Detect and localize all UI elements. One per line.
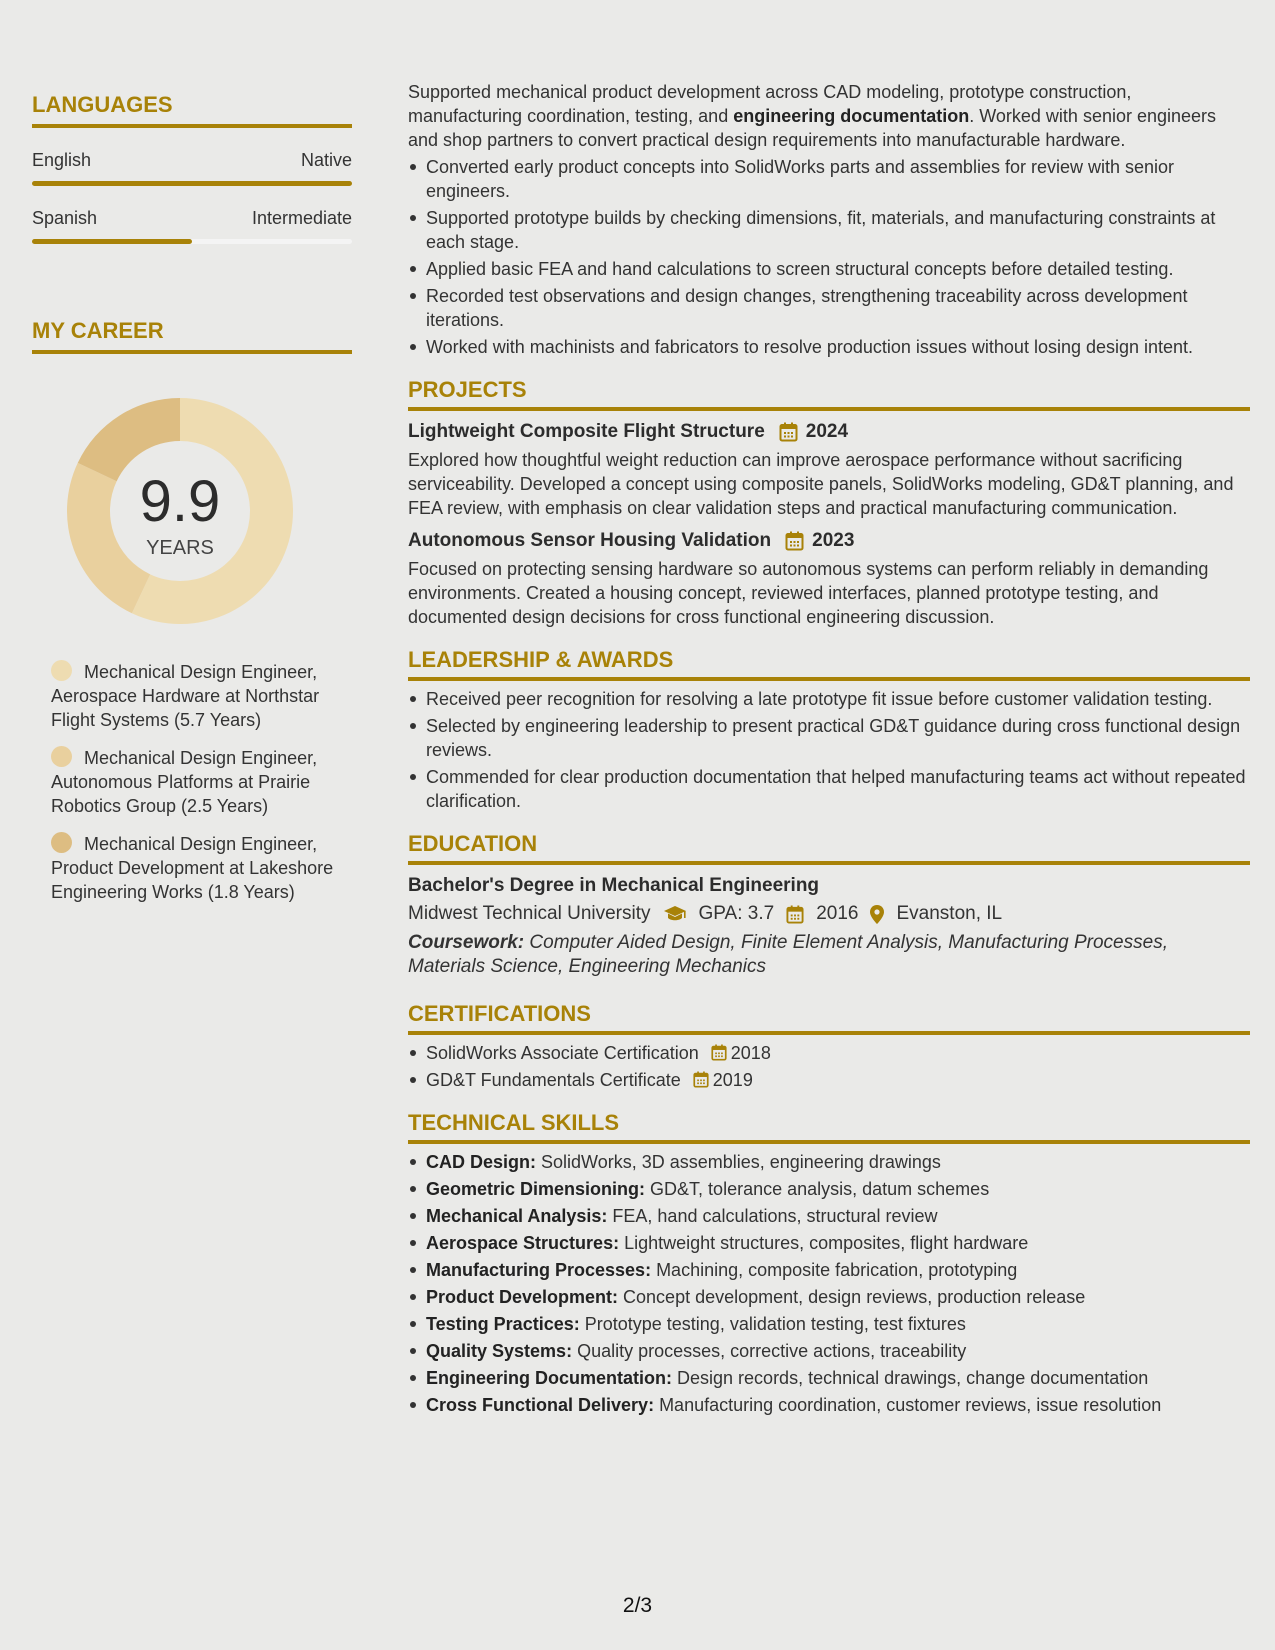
- career-legend-item: [51, 660, 342, 732]
- skill-value: Design records, technical drawings, change documentation: [672, 1368, 1149, 1388]
- skill-item: [408, 1150, 1250, 1174]
- coursework: [408, 931, 1250, 979]
- skill-item: [408, 1393, 1250, 1417]
- career-legend: [32, 660, 352, 904]
- skill-item: [408, 1231, 1250, 1255]
- legend-dot-icon: [51, 746, 72, 767]
- experience-bullets: [408, 155, 1250, 359]
- language-level: Intermediate: [251, 208, 352, 228]
- career-legend-item: [51, 832, 342, 904]
- skill-value: Prototype testing, validation testing, test fixtures: [579, 1314, 966, 1334]
- skill-value: SolidWorks, 3D assemblies, engineering drawings: [536, 1152, 941, 1172]
- graduation-year: 2016: [816, 903, 859, 924]
- project-year: 2023: [812, 530, 855, 551]
- leadership-bullet: Received peer recognition for resolving a late prototype fit issue before customer validation testing.: [408, 687, 1250, 711]
- intro-bold-text: engineering documentation: [733, 106, 970, 126]
- education-heading: EDUCATION: [408, 831, 1250, 865]
- skill-label: Mechanical Analysis:: [426, 1206, 608, 1226]
- coursework-list: Computer Aided Design, Finite Element Analysis, Manufacturing Processes, Materials Science, Engineering Mechanics: [408, 932, 1168, 977]
- calendar-icon: [785, 531, 804, 551]
- skill-label: CAD Design:: [426, 1152, 537, 1172]
- skill-label: Testing Practices:: [426, 1314, 580, 1334]
- career-role-label: Mechanical Design Engineer, Autonomous Platforms at Prairie Robotics Group (2.5 Years): [51, 748, 318, 816]
- skill-item: [408, 1258, 1250, 1282]
- certification-year: 2018: [730, 1043, 771, 1063]
- skill-label: Quality Systems:: [426, 1341, 573, 1361]
- language-proficiency-bar: [32, 181, 352, 186]
- leadership-bullets: [408, 687, 1250, 813]
- skill-label: Product Development:: [426, 1287, 619, 1307]
- sidebar: [32, 92, 352, 918]
- career-heading: MY CAREER: [32, 318, 352, 354]
- coursework-label: Coursework:: [408, 932, 525, 953]
- skill-item: [408, 1366, 1250, 1390]
- calendar-icon: [693, 1071, 709, 1088]
- project-item: [408, 421, 1250, 520]
- experience-intro: [408, 80, 1250, 152]
- language-name: English: [32, 150, 92, 170]
- skill-value: GD&T, tolerance analysis, datum schemes: [645, 1179, 990, 1199]
- legend-dot-icon: [51, 832, 72, 853]
- project-year: 2024: [805, 421, 849, 442]
- leadership-bullet: Selected by engineering leadership to present practical GD&T guidance during cross functional design reviews.: [408, 714, 1250, 762]
- language-proficiency-bar: [32, 239, 352, 244]
- certification-year: 2019: [712, 1070, 753, 1090]
- language-proficiency-fill: [32, 181, 352, 186]
- page-number: 2/3: [622, 1594, 653, 1617]
- intro-text: . Worked with senior engineers and shop partners to convert practical design requirements into manufacturable hardware.: [408, 106, 1217, 150]
- experience-bullet: Converted early product concepts into SolidWorks parts and assemblies for review with senior engineers.: [408, 155, 1250, 203]
- career-total-years: 9.9: [139, 468, 221, 534]
- experience-bullet: Worked with machinists and fabricators to resolve production issues without losing design intent.: [408, 335, 1250, 359]
- language-item: [32, 150, 352, 186]
- education-meta: [408, 903, 1250, 925]
- language-proficiency-fill: [32, 239, 192, 244]
- skills-list: [408, 1150, 1250, 1417]
- skill-label: Geometric Dimensioning:: [426, 1179, 646, 1199]
- skill-item: [408, 1312, 1250, 1336]
- skill-value: FEA, hand calculations, structural review: [607, 1206, 938, 1226]
- projects-heading: PROJECTS: [408, 377, 1250, 411]
- calendar-icon: [711, 1044, 727, 1061]
- project-description: Focused on protecting sensing hardware so autonomous systems can perform reliably in demanding environments. Created a housing concept, reviewed interfaces, planned prototype testing, and documented design decisions for cross functional engineering discussion.: [408, 559, 1209, 627]
- gpa: GPA: 3.7: [698, 903, 775, 924]
- skill-item: [408, 1177, 1250, 1201]
- career-role-label: Mechanical Design Engineer, Aerospace Hardware at Northstar Flight Systems (5.7 Years): [51, 662, 320, 730]
- skill-value: Manufacturing coordination, customer reviews, issue resolution: [654, 1395, 1162, 1415]
- certification-name: SolidWorks Associate Certification: [426, 1043, 699, 1063]
- skill-value: Lightweight structures, composites, flight hardware: [619, 1233, 1029, 1253]
- skill-label: Engineering Documentation:: [426, 1368, 673, 1388]
- location-pin-icon: [870, 905, 884, 924]
- skill-label: Aerospace Structures:: [426, 1233, 620, 1253]
- skill-label: Manufacturing Processes:: [426, 1260, 652, 1280]
- project-item: [408, 530, 1250, 629]
- school-name: Midwest Technical University: [408, 903, 651, 924]
- certifications-list: [408, 1041, 1250, 1092]
- skill-item: [408, 1204, 1250, 1228]
- school-location: Evanston, IL: [896, 903, 1003, 924]
- experience-bullet: Applied basic FEA and hand calculations to screen structural concepts before detailed testing.: [408, 257, 1250, 281]
- certification-name: GD&T Fundamentals Certificate: [426, 1070, 681, 1090]
- skill-label: Cross Functional Delivery:: [426, 1395, 655, 1415]
- experience-bullet: Recorded test observations and design changes, strengthening traceability across development iterations.: [408, 284, 1250, 332]
- career-total-unit: YEARS: [146, 536, 214, 559]
- main-content: [408, 80, 1250, 1417]
- certifications-heading: CERTIFICATIONS: [408, 1001, 1250, 1035]
- project-title: Lightweight Composite Flight Structure: [408, 421, 765, 442]
- career-legend-item: [51, 746, 342, 818]
- project-title: Autonomous Sensor Housing Validation: [408, 530, 772, 551]
- calendar-icon: [779, 422, 798, 442]
- calendar-icon: [786, 905, 804, 924]
- leadership-heading: LEADERSHIP & AWARDS: [408, 647, 1250, 681]
- graduation-cap-icon: [663, 905, 687, 923]
- skill-item: [408, 1339, 1250, 1363]
- language-level: Native: [300, 150, 352, 170]
- career-role-label: Mechanical Design Engineer, Product Development at Lakeshore Engineering Works (1.8 Years): [51, 834, 334, 902]
- languages-heading: LANGUAGES: [32, 92, 352, 128]
- legend-dot-icon: [51, 660, 72, 681]
- intro-text: Supported mechanical product development across CAD modeling, prototype construction, manufacturing coordination, testing, and: [408, 82, 1132, 126]
- degree-title: Bachelor's Degree in Mechanical Engineering: [408, 875, 820, 896]
- skill-value: Quality processes, corrective actions, traceability: [572, 1341, 967, 1361]
- skill-value: Machining, composite fabrication, prototyping: [651, 1260, 1018, 1280]
- project-description: Explored how thoughtful weight reduction can improve aerospace performance without sacrificing serviceability. Developed a concept using composite panels, SolidWorks modeling, GD&T planning, and FEA review, with emphasis on clear validation steps and practical manufacturing communication.: [408, 450, 1234, 518]
- experience-bullet: Supported prototype builds by checking dimensions, fit, materials, and manufacturing constraints at each stage.: [408, 206, 1250, 254]
- language-item: [32, 208, 352, 244]
- career-donut-chart: [67, 398, 293, 624]
- skill-item: [408, 1285, 1250, 1309]
- skill-value: Concept development, design reviews, production release: [618, 1287, 1086, 1307]
- leadership-bullet: Commended for clear production documentation that helped manufacturing teams act without repeated clarification.: [408, 765, 1250, 813]
- certification-item: [408, 1041, 1250, 1065]
- skills-heading: TECHNICAL SKILLS: [408, 1110, 1250, 1144]
- certification-item: [408, 1068, 1250, 1092]
- language-name: Spanish: [32, 208, 98, 228]
